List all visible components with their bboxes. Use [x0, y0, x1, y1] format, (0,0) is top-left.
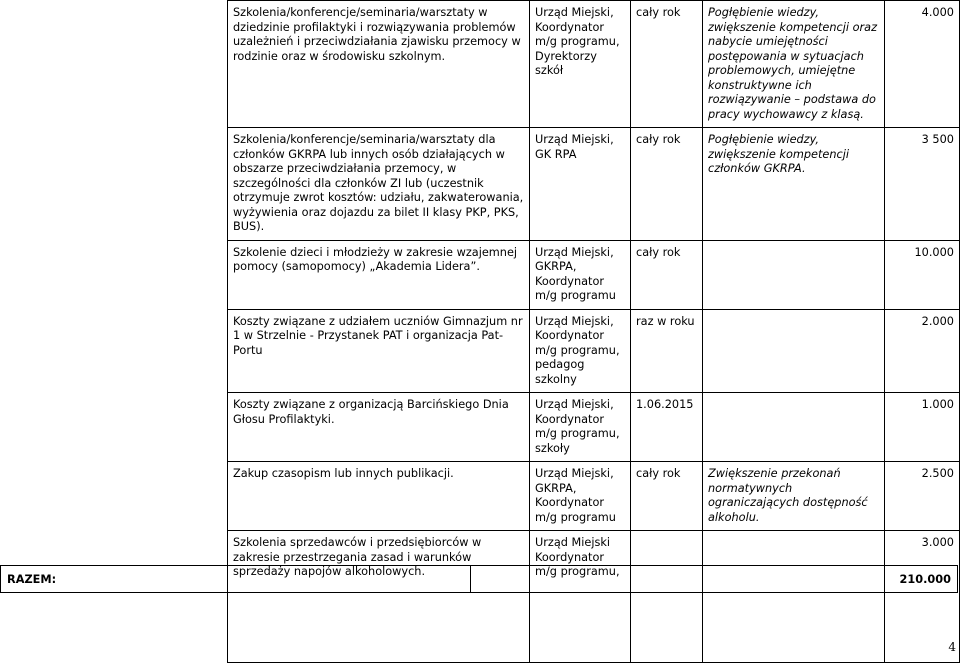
responsible-cell: Urząd Miejski, Koordynator m/g programu, pedagog szkolny	[530, 309, 631, 393]
timeframe-cell: cały rok	[631, 1, 703, 128]
responsible-cell: Urząd Miejski, Koordynator m/g programu, Dyrektorzy szkół	[530, 1, 631, 128]
timeframe-cell: raz w roku	[631, 309, 703, 393]
effect-cell	[703, 240, 885, 309]
effect-cell	[703, 309, 885, 393]
task-cell: Koszty związane z udziałem uczniów Gimnazjum nr 1 w Strzelnie - Przystanek PAT i organizacja Pat-Portu	[228, 309, 530, 393]
table-row	[228, 309, 960, 393]
timeframe-cell	[631, 531, 703, 663]
timeframe-cell: cały rok	[631, 128, 703, 241]
total-row	[1, 566, 958, 593]
task-cell: Szkolenie dzieci i młodzieży w zakresie wzajemnej pomocy (samopomocy) „Akademia Lidera”.	[228, 240, 530, 309]
task-cell: Szkolenia sprzedawców i przedsiębiorców w zakresie przestrzegania zasad i warunków sprzedaży napojów alkoholowych.	[228, 531, 530, 663]
effect-cell: Pogłębienie wiedzy, zwiększenie kompetencji oraz nabycie umiejętności postępowania w sytuacjach problemowych, umiejętne konstruktywne ich rozwiązywanie – podstawa do pracy wychowawcy z klasą.	[703, 1, 885, 128]
cost-cell: 4.000	[885, 1, 960, 128]
timeframe-cell: 1.06.2015	[631, 393, 703, 462]
task-cell: Szkolenia/konferencje/seminaria/warsztaty dla członków GKRPA lub innych osób działających w obszarze przeciwdziałania przemocy, w szczególności dla członków ZI lub (uczestnik otrzymuje zwrot kosztów: udziału, zakwaterowania, wyżywienia oraz dojazdu za bilet II klasy PKP, PKS, BUS).	[228, 128, 530, 241]
program-table	[227, 0, 960, 663]
table-row	[228, 462, 960, 531]
cost-cell: 10.000	[885, 240, 960, 309]
responsible-cell: Urząd Miejski, Koordynator m/g programu, szkoły	[530, 393, 631, 462]
table-row	[228, 1, 960, 128]
total-table	[0, 565, 958, 593]
responsible-cell: Urząd Miejski, GKRPA, Koordynator m/g programu	[530, 462, 631, 531]
table-row	[228, 240, 960, 309]
effect-cell	[703, 393, 885, 462]
cost-cell: 2.500	[885, 462, 960, 531]
table-row	[228, 393, 960, 462]
effect-cell: Zwiększenie przekonań normatywnych ograniczających dostępność alkoholu.	[703, 462, 885, 531]
task-cell: Koszty związane z organizacją Barcińskiego Dnia Głosu Profilaktyki.	[228, 393, 530, 462]
responsible-cell: Urząd Miejski Koordynator m/g programu,	[530, 531, 631, 663]
cost-cell: 1.000	[885, 393, 960, 462]
timeframe-cell: cały rok	[631, 462, 703, 531]
effect-cell: Pogłębienie wiedzy, zwiększenie kompetencji członków GKRPA.	[703, 128, 885, 241]
total-label: RAZEM:	[1, 566, 471, 593]
task-cell: Szkolenia/konferencje/seminaria/warsztaty w dziedzinie profilaktyki i rozwiązywania problemów uzależnień i przeciwdziałania zjawisku przemocy w rodzinie oraz w środowisku szkolnym.	[228, 1, 530, 128]
cost-cell: 3 500	[885, 128, 960, 241]
effect-cell	[703, 531, 885, 663]
cost-cell: 2.000	[885, 309, 960, 393]
cost-cell: 3.000	[885, 531, 960, 663]
task-cell: Zakup czasopism lub innych publikacji.	[228, 462, 530, 531]
page-number: 4	[948, 640, 956, 654]
timeframe-cell: cały rok	[631, 240, 703, 309]
table-row	[228, 128, 960, 241]
table-row	[228, 531, 960, 663]
responsible-cell: Urząd Miejski, GKRPA, Koordynator m/g programu	[530, 240, 631, 309]
total-value: 210.000	[470, 566, 957, 593]
responsible-cell: Urząd Miejski, GK RPA	[530, 128, 631, 241]
